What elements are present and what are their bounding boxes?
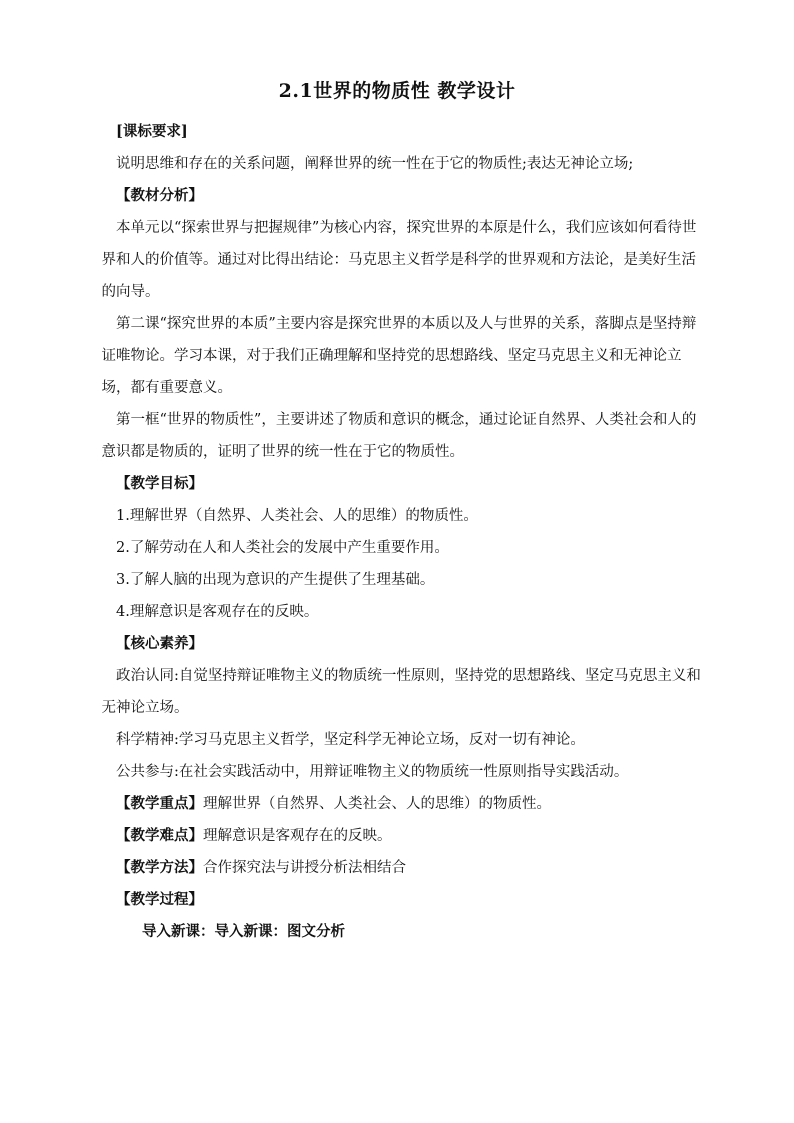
mubiao-item-3: 3.了解人脑的出现为意识的产生提供了生理基础。 bbox=[116, 572, 435, 588]
section-heading-mubiao: 【教学目标】 bbox=[116, 475, 203, 492]
section-heading-jiaocai: 【教材分析】 bbox=[116, 187, 203, 204]
section-heading-suyang: 【核心素养】 bbox=[116, 635, 203, 652]
mubiao-item-1: 1.理解世界（自然界、人类社会、人的思维）的物质性。 bbox=[116, 508, 478, 524]
page-title: 2.1世界的物质性 教学设计 bbox=[278, 80, 516, 102]
zhongdian-text: 理解世界（自然界、人类社会、人的思维）的物质性。 bbox=[203, 796, 551, 812]
fangfa-line bbox=[116, 852, 702, 884]
section-heading-guocheng: 【教学过程】 bbox=[116, 891, 203, 908]
zhongdian-line bbox=[116, 788, 702, 820]
daoru-line: 导入新课：导入新课：图文分析 bbox=[142, 923, 345, 940]
mubiao-item-4: 4.理解意识是客观存在的反映。 bbox=[116, 604, 319, 620]
kebiao-text: 说明思维和存在的关系问题，阐释世界的统一性在于它的物质性;表达无神论立场; bbox=[116, 156, 634, 172]
jiaocai-paragraph-1: 本单元以“探索世界与把握规律”为核心内容，探究世界的本原是什么，我们应该如何看待世界和人的价值等。通过对比得出结论：马克思主义哲学是科学的世界观和方法论，是美好生活的向导。 bbox=[101, 220, 697, 300]
nandian-label: 【教学难点】 bbox=[116, 827, 203, 844]
suyang-item-1: 政治认同:自觉坚持辩证唯物主义的物质统一性原则，坚持党的思想路线、坚定马克思主义和无神论立场。 bbox=[101, 668, 701, 716]
mubiao-item-2: 2.了解劳动在人和人类社会的发展中产生重要作用。 bbox=[116, 540, 449, 556]
nandian-text: 理解意识是客观存在的反映。 bbox=[203, 828, 392, 844]
jiaocai-paragraph-2: 第二课“探究世界的本质”主要内容是探究世界的本质以及人与世界的关系，落脚点是坚持辩证唯物论。学习本课，对于我们正确理解和坚持党的思想路线、坚定马克思主义和无神论立场，都有重要意义。 bbox=[101, 316, 697, 396]
suyang-item-2: 科学精神:学习马克思主义哲学，坚定科学无神论立场，反对一切有神论。 bbox=[116, 732, 585, 748]
zhongdian-label: 【教学重点】 bbox=[116, 795, 203, 812]
section-heading-kebiao: [课标要求] bbox=[116, 123, 188, 140]
suyang-item-3: 公共参与:在社会实践活动中，用辩证唯物主义的物质统一性原则指导实践活动。 bbox=[116, 764, 629, 780]
document-body bbox=[101, 116, 702, 948]
nandian-line bbox=[116, 820, 702, 852]
jiaocai-paragraph-3: 第一框“世界的物质性”，主要讲述了物质和意识的概念，通过论证自然界、人类社会和人的意识都是物质的，证明了世界的统一性在于它的物质性。 bbox=[101, 412, 697, 460]
fangfa-label: 【教学方法】 bbox=[116, 859, 203, 876]
fangfa-text: 合作探究法与讲授分析法相结合 bbox=[203, 860, 406, 876]
